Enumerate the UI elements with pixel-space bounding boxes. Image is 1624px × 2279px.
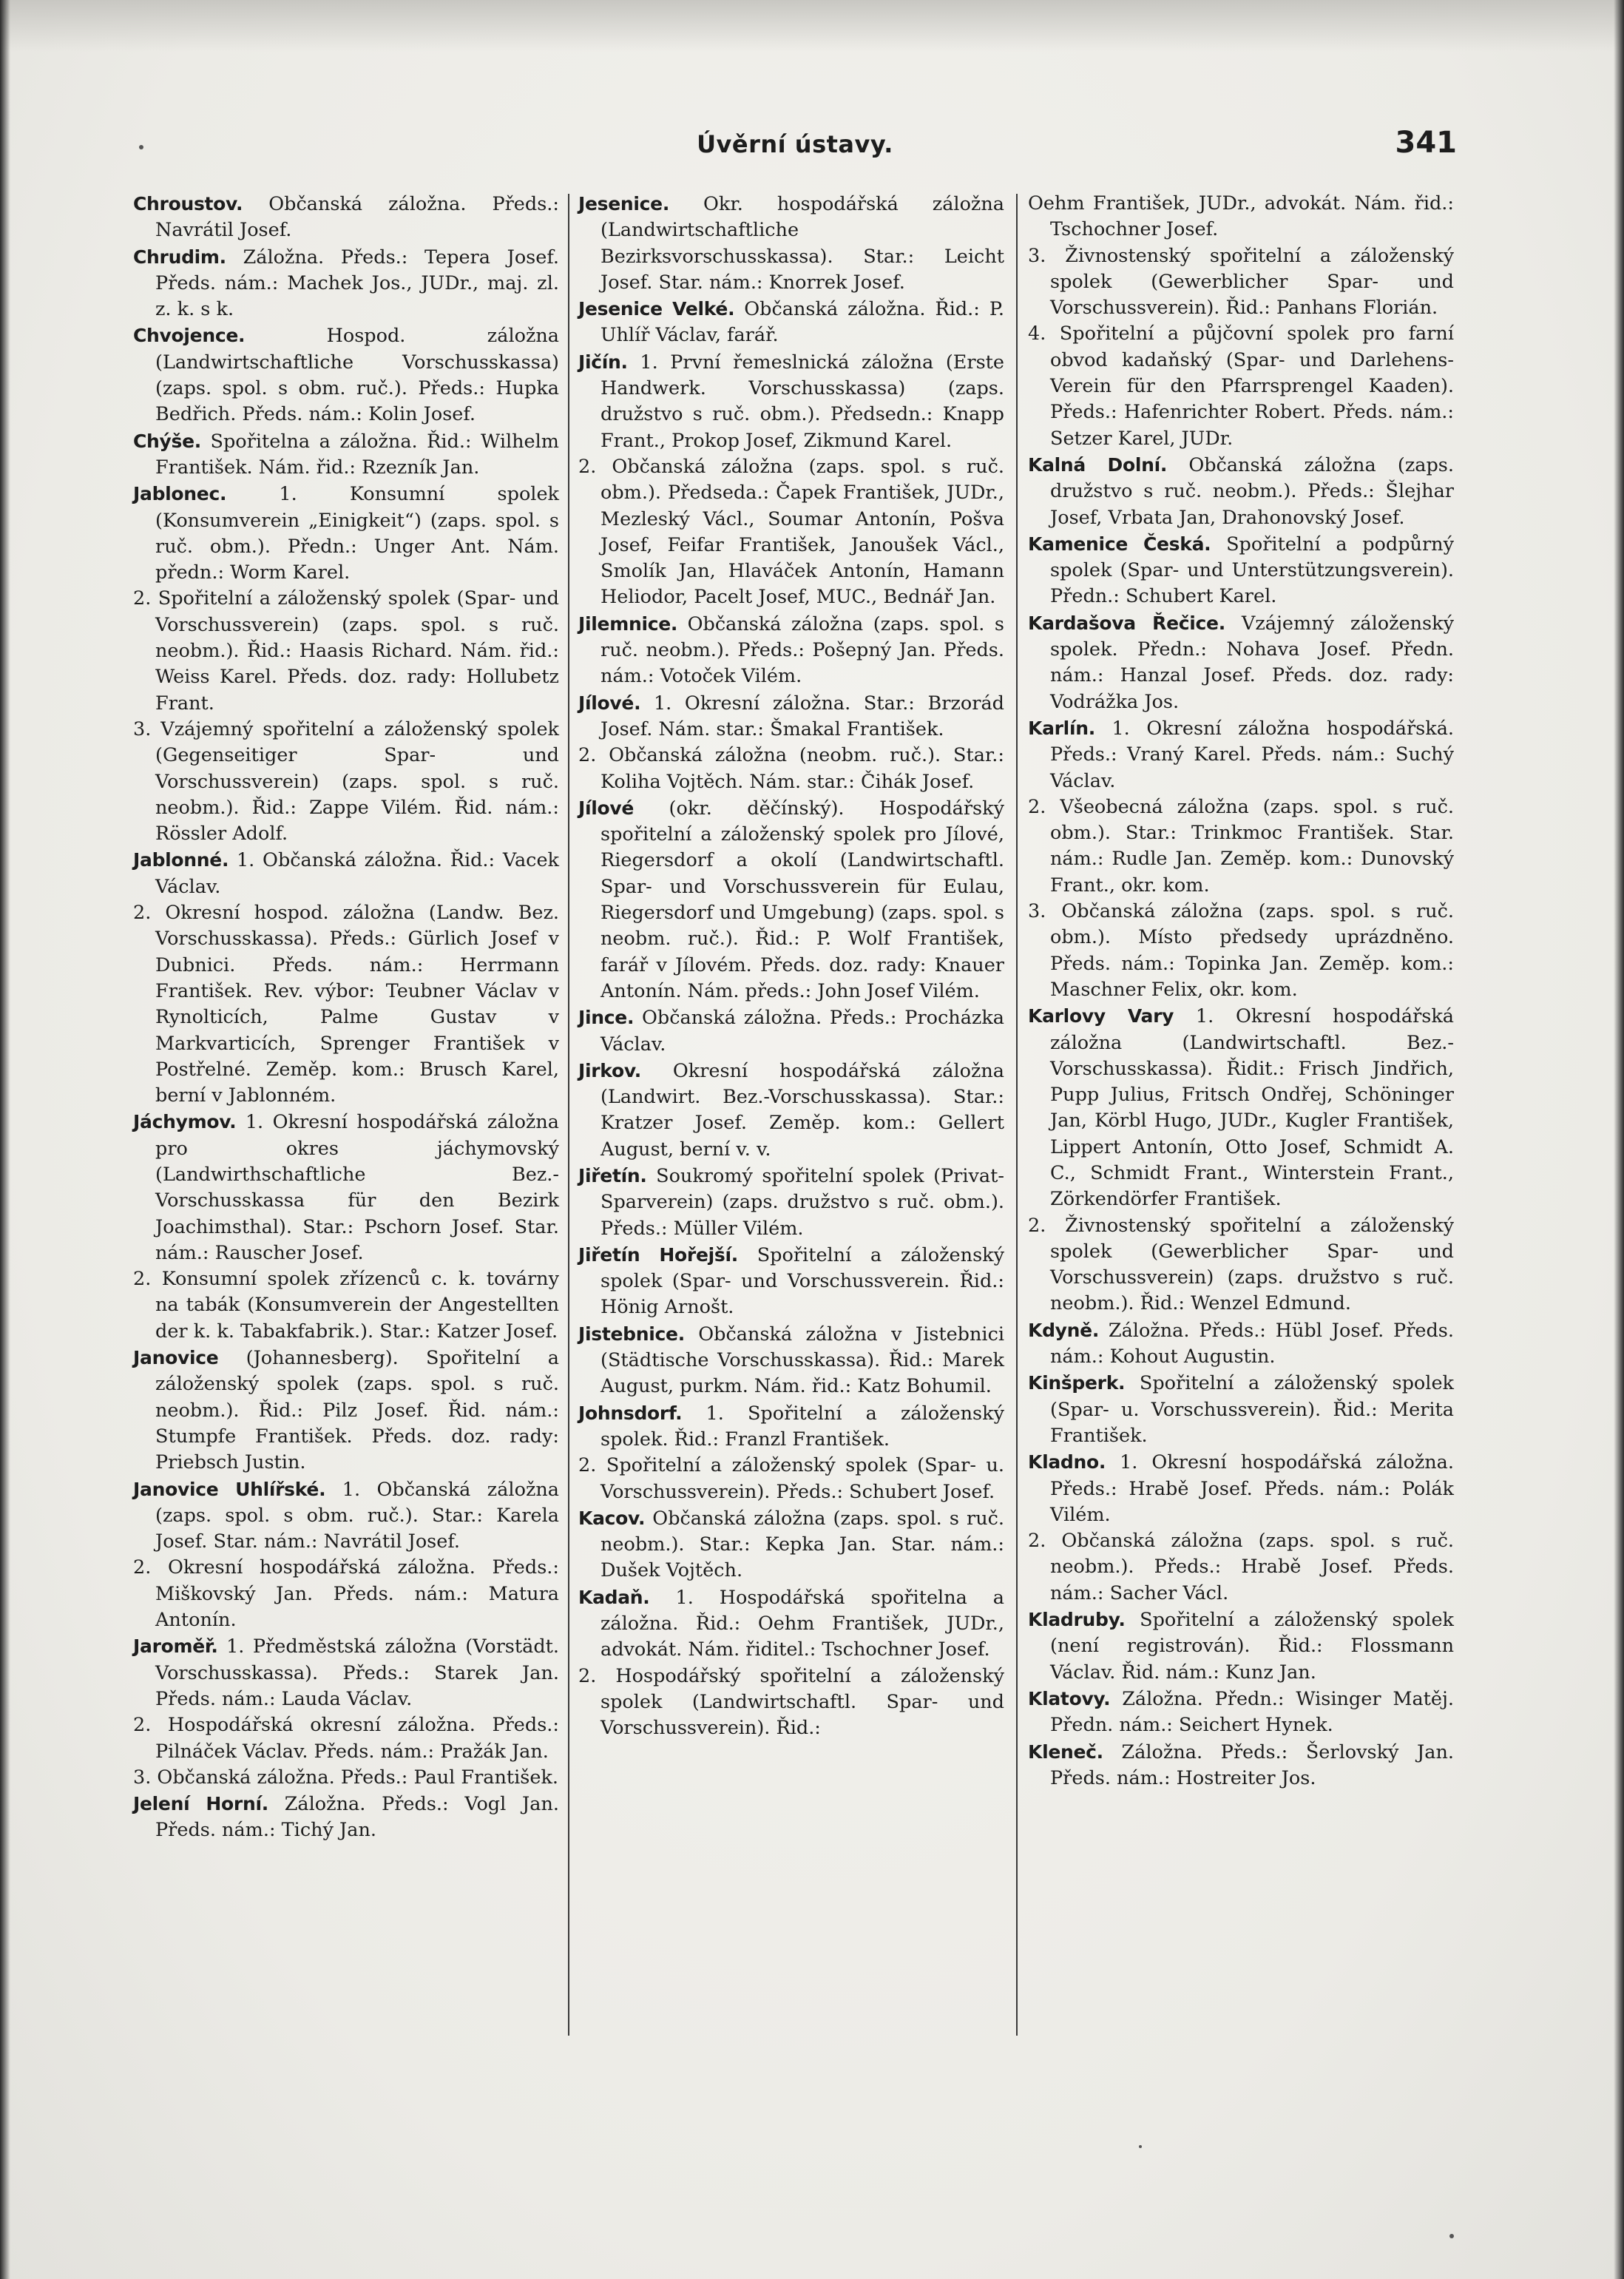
entry-text: (okr. děčínský). Hospodářský spořitelní a záloženský spolek pro Jílové, Riegersdorf a okolí (Landwirtschaftl. Spar- und Vorschussverein für Eulau, Riegersdorf und Umgebung) (zaps. spol. s neobm. ruč.). Řid.: P. Wolf František, farář v Jílovém. Předs. doz. rady: Knauer Antonín. Nám. předs.: John Josef Vilém. <box>600 797 1004 1002</box>
directory-entry <box>578 1242 1004 1321</box>
entry-text: Hospod. záložna (Landwirtschaftliche Vorschusskassa) (zaps. spol. s obm. ruč.). Předs.: Hupka Bedřich. Předs. nám.: Kolin Josef. <box>155 325 560 426</box>
scan-right-edge <box>1614 0 1624 2279</box>
scan-speck <box>1139 2145 1142 2148</box>
entry-place-name: Jirkov. <box>578 1059 641 1081</box>
scan-speck <box>139 145 143 149</box>
entry-text: 1. První řemeslnická záložna (Erste Handwerk. Vorschusskassa) (zaps. družstvo s ruč. obm.). Předsedn.: Knapp Frant., Prokop Josef, Zikmund Karel. <box>600 351 1004 452</box>
directory-entry <box>578 1163 1004 1242</box>
entry-place-name: Janovice Uhlířské. <box>133 1478 326 1500</box>
entry-place-name: Karlovy Vary <box>1028 1005 1174 1027</box>
directory-entry <box>1028 191 1454 243</box>
page-number: 341 <box>1395 126 1457 160</box>
entry-text: Spořitelna a záložna. Řid.: Wilhelm František. Nám. řid.: Rzezník Jan. <box>155 430 559 479</box>
entry-place-name: Jičín. <box>578 351 628 373</box>
scan-speck <box>1449 2234 1454 2238</box>
entry-place-name: Klatovy. <box>1028 1687 1111 1709</box>
directory-entry <box>578 743 1004 795</box>
entry-text: 2. Hospodářská okresní záložna. Předs.: Pilnáček Václav. Předs. nám.: Pražák Jan. <box>133 1714 559 1763</box>
entry-text: Občanská záložna (zaps. spol. s ruč. neobm.). Star.: Kepka Jan. Star. nám.: Dušek Vojtěch. <box>600 1507 1005 1582</box>
entry-place-name: Jistebnice. <box>578 1323 685 1345</box>
text-column-3 <box>1028 191 1454 2040</box>
directory-entry <box>578 611 1004 690</box>
entry-text: 2. Okresní hospodářská záložna. Předs.: Miškovský Jan. Předs. nám.: Matura Antonín. <box>133 1556 559 1632</box>
entry-text: 3. Občanská záložna. Předs.: Paul František. <box>133 1766 559 1789</box>
entry-place-name: Jiřetín. <box>578 1164 647 1186</box>
entry-text: 2. Spořitelní a záloženský spolek (Spar- u. Vorschussverein). Předs.: Schubert Josef. <box>578 1454 1004 1503</box>
entry-place-name: Jiřetín Hořejší. <box>578 1243 738 1266</box>
column-rule <box>1016 194 1018 2036</box>
entry-text: 2. Okresní hospod. záložna (Landw. Bez. Vorschusskassa). Předs.: Gürlich Josef v Dubnici. Předs. nám.: Herrmann František. Rev. výbor: Teubner Václav v Rynolticích, Palme Gustav v Markvarticích, Sprenger František v Postřelné. Zeměp. kom.: Brusch Karel, berní v Jablonném. <box>133 902 559 1107</box>
scan-top-shading <box>0 0 1624 52</box>
directory-entry <box>1028 531 1454 610</box>
entry-text: Okresní hospodářská záložna (Landwirt. Bez.-Vorschusskassa). Star.: Kratzer Josef. Zeměp. kom.: Gellert August, berní v. v. <box>600 1059 1005 1161</box>
entry-text: Soukromý spořitelní spolek (Privat-Sparverein) (zaps. družstvo s ruč. obm.). Předs.: Müller Vilém. <box>600 1164 1004 1240</box>
entry-text: Občanská záložna (zaps. spol. s ruč. neobm.). Předs.: Pošepný Jan. Předs. nám.: Votoček Vilém. <box>600 612 1005 688</box>
directory-entry <box>1028 1317 1454 1371</box>
entry-place-name: Jesenice Velké. <box>578 298 735 320</box>
entry-text: 1. Okresní záložna hospodářská. Předs.: Vraný Karel. Předs. nám.: Suchý Václav. <box>1050 717 1454 792</box>
entry-text: Spořitelní a záloženský spolek (není registrován). Řid.: Flossmann Václav. Řid. nám.: Kunz Jan. <box>1050 1609 1454 1684</box>
entry-text: 3. Živnostenský spořitelní a záloženský spolek (Gewerblicher Spar- und Vorschussverein). Řid.: Panhans Florián. <box>1028 244 1454 320</box>
entry-place-name: Jáchymov. <box>133 1111 237 1133</box>
entry-place-name: Jesenice. <box>578 193 670 215</box>
entry-text: Občanská záložna v Jistebnici (Städtische Vorschusskassa). Řid.: Marek August, purkm. Nám. řid.: Katz Bohumil. <box>600 1323 1005 1398</box>
directory-entry <box>133 1712 559 1765</box>
entry-text: 4. Spořitelní a půjčovní spolek pro farní obvod kadaňský (Spar- und Darlehens-Verein für den Pfarrsprengel Kaaden). Předs.: Hafenrichter Robert. Předs. nám.: Setzer Karel, JUDr. <box>1028 323 1454 450</box>
running-title: Úvěrní ústavy. <box>697 130 893 158</box>
entry-place-name: Kacov. <box>578 1507 646 1529</box>
entry-text: Občanská záložna. Předs.: Procházka Václav. <box>600 1007 1005 1056</box>
entry-text: 1. Okresní hospodářská záložna. Předs.: Hrabě Josef. Předs. nám.: Polák Vilém. <box>1050 1451 1454 1526</box>
entry-text: 2. Konsumní spolek zřízenců c. k. továrny na tabák (Konsumverein der Angestellten der k. k. Tabakfabrik.). Star.: Katzer Josef. <box>133 1268 559 1343</box>
entry-text: Záložna. Předs.: Hübl Josef. Předs. nám.: Kohout Augustin. <box>1050 1319 1454 1368</box>
text-column-1 <box>133 191 559 2040</box>
directory-entry <box>578 1664 1004 1742</box>
entry-place-name: Jablonné. <box>133 849 229 871</box>
directory-entry <box>1028 1739 1454 1792</box>
directory-entry <box>133 847 559 900</box>
entry-text: 2. Hospodářský spořitelní a záloženský spolek (Landwirtschaftl. Spar- und Vorschussverein). Řid.: <box>578 1664 1004 1740</box>
entry-text: Spořitelní a záloženský spolek (Spar- und Vorschussverein. Řid.: Hönig Arnošt. <box>600 1243 1005 1319</box>
entry-place-name: Chroustov. <box>133 193 243 215</box>
directory-entry <box>133 481 559 586</box>
directory-entry <box>1028 1686 1454 1739</box>
entry-place-name: Karlín. <box>1028 717 1095 739</box>
directory-entry <box>578 1505 1004 1584</box>
entry-text: Spořitelní a záloženský spolek (Spar- u. Vorschussverein). Řid.: Merita František. <box>1050 1372 1454 1447</box>
entry-text: 1. Předměstská záložna (Vorstädt. Vorschusskassa). Předs.: Starek Jan. Předs. nám.: Lauda Václav. <box>155 1635 559 1710</box>
entry-text: (Johannesberg). Spořitelní a záloženský spolek (zaps. spol. s ruč. neobm.). Řid.: Pilz Josef. Řid. nám.: Stumpfe František. Předs. doz. rady: Priebsch Justin. <box>155 1347 559 1474</box>
directory-entry <box>133 1765 559 1791</box>
directory-entry <box>1028 1370 1454 1449</box>
entry-place-name: Chýše. <box>133 430 201 452</box>
entry-place-name: Jince. <box>578 1007 635 1029</box>
directory-entry <box>578 349 1004 454</box>
directory-entry <box>133 1791 559 1844</box>
entry-place-name: Jilemnice. <box>578 612 678 635</box>
entry-place-name: Kadaň. <box>578 1586 650 1608</box>
entry-text: 1. Konsumní spolek (Konsumverein „Einigkeit“) (zaps. spol. s ruč. obm.). Předn.: Unger Ant. Nám. předn.: Worm Karel. <box>155 483 559 584</box>
entry-text: 1. Občanská záložna. Řid.: Vacek Václav. <box>155 849 559 898</box>
directory-entry <box>133 1345 559 1476</box>
directory-entry <box>133 191 559 244</box>
directory-entry <box>578 690 1004 743</box>
directory-entry <box>133 1109 559 1266</box>
directory-entry <box>578 1005 1004 1058</box>
directory-entry <box>133 1633 559 1712</box>
entry-text: 2. Občanská záložna (neobm. ruč.). Star.: Koliha Vojtěch. Nám. star.: Čihák Josef. <box>578 744 1004 793</box>
directory-entry <box>133 428 559 482</box>
directory-entry <box>1028 452 1454 531</box>
directory-entry <box>578 454 1004 611</box>
directory-entry <box>1028 1449 1454 1528</box>
entry-place-name: Kladruby. <box>1028 1609 1126 1631</box>
entry-place-name: Kdyně. <box>1028 1319 1100 1341</box>
entry-text: Záložna. Předs.: Tepera Josef. Předs. nám.: Machek Jos., JUDr., maj. zl. z. k. s k. <box>155 246 559 321</box>
entry-text: 3. Občanská záložna (zaps. spol. s ruč. obm.). Místo předsedy uprázdněno. Předs. nám.: Topinka Jan. Zeměp. kom.: Maschner Felix, okr. kom. <box>1028 900 1454 1001</box>
entry-text: Občanská záložna. Předs.: Navrátil Josef. <box>155 193 559 242</box>
directory-entry <box>133 586 559 716</box>
directory-entry <box>1028 1003 1454 1212</box>
entry-text: Spořitelní a podpůrný spolek (Spar- und Unterstützungsverein). Předn.: Schubert Karel. <box>1050 533 1454 608</box>
entry-text: 2. Občanská záložna (zaps. spol. s ruč. obm.). Předseda.: Čapek František, JUDr., Mezleský Václ., Soumar Antonín, Pošva Josef, Feifar František, Janoušek Václ., Smolík Jan, Hlaváček Antonín, Hamann Heliodor, Pacelt Josef, MUC., Bednář Jan. <box>578 455 1004 609</box>
entry-text: 1. Okresní záložna. Star.: Brzorád Josef. Nám. star.: Šmakal František. <box>600 692 1004 740</box>
directory-entry <box>133 1476 559 1556</box>
entry-place-name: Kardašova Řečice. <box>1028 612 1225 634</box>
entry-text: 1. Okresní hospodářská záložna pro okres jáchymovský (Landwirthschaftliche Bez.-Vorschusskassa für den Bezirk Joachimsthal). Star.: Pschorn Josef. Star. nám.: Rauscher Josef. <box>155 1111 559 1264</box>
entry-place-name: Johnsdorf. <box>578 1402 683 1424</box>
entry-text: Záložna. Předn.: Wisinger Matěj. Předn. nám.: Seichert Hynek. <box>1050 1687 1454 1737</box>
entry-place-name: Kamenice Česká. <box>1028 533 1211 555</box>
entry-text: 1. Okresní hospodářská záložna (Landwirtschaftl. Bez.-Vorschusskassa). Řidit.: Frisch Jindřich, Pupp Julius, Fritsch Ondřej, Schöninger Jan, Körbl Hugo, JUDr., Kugler František, Lippert Antonín, Otto Josef, Schmidt A. C., Schmidt Frant., Winterstein Frant., Zörkendörfer František. <box>1050 1005 1455 1211</box>
directory-entry <box>578 795 1004 1005</box>
entry-text: 2. Spořitelní a záloženský spolek (Spar- und Vorschussverein) (zaps. spol. s ruč. neobm.). Řid.: Haasis Richard. Nám. řid.: Weiss Karel. Předs. doz. rady: Hollubetz Frant. <box>133 587 559 715</box>
page-header <box>133 126 1457 167</box>
entry-text: 1. Spořitelní a záloženský spolek. Řid.: Franzl František. <box>600 1402 1004 1451</box>
entry-place-name: Jaroměř. <box>133 1635 218 1658</box>
directory-entry <box>1028 610 1454 715</box>
entry-place-name: Kalná Dolní. <box>1028 453 1168 476</box>
directory-entry <box>1028 899 1454 1003</box>
directory-entry <box>1028 715 1454 794</box>
directory-entry <box>133 323 559 428</box>
directory-entry <box>133 244 559 323</box>
directory-entry <box>578 296 1004 349</box>
directory-entry <box>133 1555 559 1633</box>
entry-text: 2. Všeobecná záložna (zaps. spol. s ruč. obm.). Star.: Trinkmoc František. Star. nám.: Rudle Jan. Zeměp. kom.: Dunovský Frant., okr. kom. <box>1028 795 1454 897</box>
entry-text: Vzájemný záloženský spolek. Předn.: Nohava Josef. Předn. nám.: Hanzal Josef. Předs. doz. rady: Vodrážka Jos. <box>1050 612 1455 713</box>
entry-text: Občanská záložna (zaps. družstvo s ruč. neobm.). Předs.: Šlejhar Josef, Vrbata Jan, Drahonovský Josef. <box>1050 453 1454 529</box>
directory-entry <box>578 1584 1004 1664</box>
directory-entry <box>133 900 559 1109</box>
entry-text: Záložna. Předs.: Vogl Jan. Předs. nám.: Tichý Jan. <box>155 1793 560 1842</box>
directory-entry <box>133 1266 559 1345</box>
entry-text: Okr. hospodářská záložna (Landwirtschaftliche Bezirksvorschusskassa). Star.: Leicht Josef. Star. nám.: Knorrek Josef. <box>600 193 1004 294</box>
entry-place-name: Jablonec. <box>133 483 227 505</box>
directory-entry <box>1028 1213 1454 1317</box>
directory-entry <box>1028 794 1454 899</box>
entry-text: 2. Živnostenský spořitelní a záloženský spolek (Gewerblicher Spar- und Vorschussverein) (zaps. družstvo s ruč. neobm.). Řid.: Wenzel Edmund. <box>1028 1214 1454 1315</box>
entry-place-name: Chrudim. <box>133 246 226 268</box>
entry-place-name: Jelení Horní. <box>133 1793 268 1815</box>
directory-entry <box>578 191 1004 296</box>
directory-entry <box>578 1321 1004 1400</box>
directory-entry <box>578 1058 1004 1163</box>
entry-text: 2. Občanská záložna (zaps. spol. s ruč. neobm.). Předs.: Hrabě Josef. Předs. nám.: Sacher Václ. <box>1028 1530 1454 1604</box>
directory-entry <box>133 717 559 847</box>
entry-text: Záložna. Předs.: Šerlovský Jan. Předs. nám.: Hostreiter Jos. <box>1050 1741 1454 1789</box>
entry-text: Oehm František, JUDr., advokát. Nám. řid.: Tschochner Josef. <box>1028 192 1454 241</box>
entry-place-name: Kladno. <box>1028 1451 1106 1473</box>
directory-entry <box>1028 321 1454 451</box>
entry-text: 3. Vzájemný spořitelní a záloženský spolek (Gegenseitiger Spar- und Vorschussverein) (zaps. spol. s ruč. neobm.). Řid.: Zappe Vilém. Řid. nám.: Rössler Adolf. <box>133 718 559 845</box>
directory-entry <box>1028 243 1454 322</box>
column-rule <box>568 194 569 2036</box>
directory-entry <box>578 1453 1004 1505</box>
entry-text: Občanská záložna. Řid.: P. Uhlíř Václav, farář. <box>600 298 1004 347</box>
entry-place-name: Jílové <box>578 797 635 819</box>
directory-entry <box>578 1400 1004 1454</box>
entry-place-name: Jílové. <box>578 692 641 714</box>
scan-left-edge <box>0 0 10 2279</box>
entry-place-name: Janovice <box>133 1347 219 1369</box>
text-column-2 <box>578 191 1004 2040</box>
directory-entry <box>1028 1528 1454 1607</box>
entry-text: 1. Občanská záložna (zaps. spol. s obm. ruč.). Star.: Karela Josef. Star. nám.: Navrátil Josef. <box>155 1478 559 1553</box>
entry-place-name: Kinšperk. <box>1028 1372 1126 1394</box>
entry-place-name: Chvojence. <box>133 325 246 347</box>
directory-entry <box>1028 1607 1454 1686</box>
entry-text: 1. Hospodářská spořitelna a záložna. Řid.: Oehm František, JUDr., advokát. Nám. řiditel.: Tschochner Josef. <box>600 1586 1004 1661</box>
entry-place-name: Kleneč. <box>1028 1741 1103 1763</box>
